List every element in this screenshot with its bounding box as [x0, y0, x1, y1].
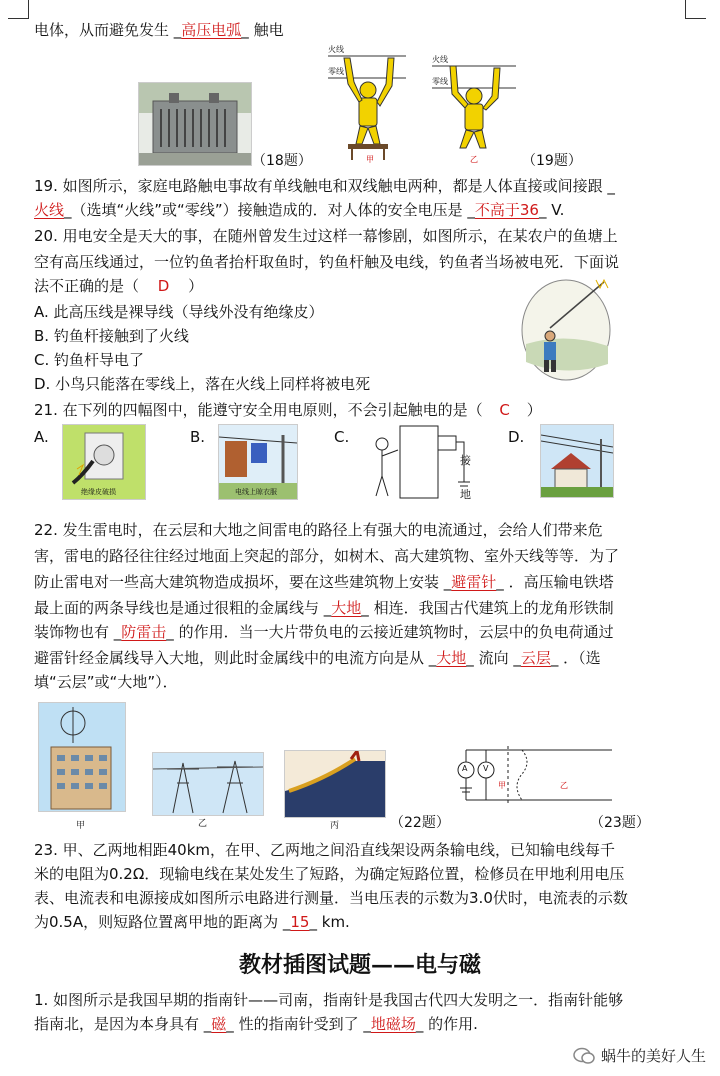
option-label: C.	[334, 428, 350, 446]
answer: 火线	[34, 201, 65, 219]
option-label: B.	[190, 428, 206, 446]
text: 19. 如图所示，家庭电路触电事故有单线触电和双线触电两种，都是人体直接或间接跟 _	[34, 177, 615, 195]
text: _ 流向 _	[466, 649, 521, 667]
image-caption: 电线上晾衣服	[235, 488, 277, 496]
text-line	[34, 400, 702, 420]
electrocution-figure-jia	[326, 44, 406, 162]
label: 甲	[366, 155, 374, 164]
text: ）	[526, 401, 542, 419]
figure-caption: （19题）	[522, 153, 582, 169]
label: 接	[460, 454, 471, 467]
option-c: C. 钓鱼杆导电了	[34, 351, 145, 369]
house-icon	[541, 425, 613, 497]
circuit-diagram	[456, 740, 612, 810]
watermark	[573, 1045, 706, 1066]
text: _（选填“火线”或“零线”）接触造成的．对人体的安全电压是 _	[64, 201, 475, 219]
fisherman-illustration	[520, 274, 612, 382]
answer: 大地	[436, 649, 467, 667]
option-label: D.	[508, 428, 525, 446]
text: _ 触电	[241, 21, 284, 39]
figure-caption: （23题）	[590, 815, 650, 831]
power-tower-icon	[153, 753, 263, 815]
transformer-icon	[139, 83, 251, 165]
answer: 磁	[211, 1015, 227, 1033]
answer: 15	[290, 913, 310, 931]
image-caption: 绝缘皮破损	[81, 488, 116, 496]
option-d: D. 小鸟只能落在零线上，落在火线上同样将被电死	[34, 375, 371, 393]
answer: D	[157, 277, 170, 295]
section-heading: 教材插图试题——电与磁	[238, 952, 481, 978]
text-line	[34, 572, 702, 592]
building-lightning-rod-image	[38, 702, 126, 812]
text-line: 22. 发生雷电时，在云层和大地之间雷电的路径上有强大的电流通过，会给人们带来危	[34, 521, 603, 539]
label: 甲	[498, 781, 506, 790]
answer: 避雷针	[451, 573, 497, 591]
ammeter-label: A	[462, 764, 468, 773]
ancient-roof-image	[284, 750, 386, 818]
text: 电体，从而避免发生 _	[34, 21, 182, 39]
dragon-roof-icon	[285, 751, 385, 817]
answer: C	[499, 401, 510, 419]
text-line: 米的电阻为0.2Ω．现输电线在某处发生了短路，为确定短路位置，检修员在甲地利用电压	[34, 865, 625, 883]
text: _ km.	[309, 913, 350, 931]
corner-mark-right	[685, 0, 706, 19]
transformer-image	[138, 82, 252, 166]
text-line	[34, 176, 702, 196]
label: 火线	[432, 55, 448, 64]
figure-caption: （18题）	[252, 153, 312, 169]
house-powerline-image	[540, 424, 614, 498]
text: _ ．高压输电铁塔	[496, 573, 614, 591]
text-line: 20. 用电安全是天大的事，在随州曾发生过这样一幕惨剧，如图所示，在某农户的鱼塘上	[34, 227, 618, 245]
text-line	[34, 912, 702, 932]
text: 避雷针经金属线导入大地，则此时金属线中的电流方向是从 _	[34, 649, 437, 667]
socket-image	[62, 424, 146, 500]
label: 乙	[470, 155, 478, 164]
text-line: 表、电流表和电源接成如图所示电路进行测量．当电压表的示数为3.0伏时，电流表的示数	[34, 889, 628, 907]
corner-mark-left	[8, 0, 29, 19]
text-line	[34, 20, 702, 40]
text: _ 相连．我国古代建筑上的龙角形铁制	[361, 599, 614, 617]
label: 甲	[76, 821, 86, 831]
grounded-appliance-image	[364, 422, 474, 502]
text: _ V.	[538, 201, 565, 219]
text: 防止雷电对一些高大建筑物造成损坏，要在这些建筑物上安装 _	[34, 573, 452, 591]
text: _ 的作用.	[415, 1015, 478, 1033]
answer: 高压电弧	[181, 21, 242, 39]
person-touching-wire-icon	[326, 44, 406, 162]
text-line	[34, 648, 702, 668]
text-line	[34, 598, 702, 618]
watermark-text: 蜗牛的美好人生	[600, 1047, 706, 1065]
power-tower-image	[152, 752, 264, 816]
text: 21. 在下列的四幅图中，能遵守安全用电原则，不会引起触电的是（	[34, 401, 483, 419]
answer: 云层	[520, 649, 551, 667]
text: 为0.5A，则短路位置离甲地的距离为 _	[34, 913, 291, 931]
answer: 大地	[331, 599, 362, 617]
text-line	[34, 200, 702, 220]
wechat-icon	[573, 1047, 595, 1065]
electrocution-figure-yi	[430, 44, 516, 162]
label: 乙	[198, 819, 208, 829]
text-line: 空有高压线通过，一位钓鱼者抬杆取鱼时，钓鱼杆触及电线，钓鱼者当场被电死．下面说	[34, 253, 620, 271]
fisherman-icon	[520, 274, 612, 382]
text-line: 23. 甲、乙两地相距40km，在甲、乙两地之间沿直线架设两条输电线，已知输电线每千	[34, 841, 616, 859]
text-line	[34, 1014, 702, 1034]
text: _ 性的指南针受到了 _	[226, 1015, 371, 1033]
text: _ ．（选	[550, 649, 601, 667]
building-icon	[39, 703, 125, 811]
text-line: 1. 如图所示是我国早期的指南针——司南，指南针是我国古代四大发明之一．指南针能够	[34, 991, 624, 1009]
option-b: B. 钓鱼杆接触到了火线	[34, 327, 189, 345]
answer: 不高于36	[474, 201, 539, 219]
text: _ 的作用．当一大片带负电的云接近建筑物时，云层中的负电荷通过	[166, 623, 614, 641]
text: 法不正确的是（	[34, 277, 140, 295]
text: 最上面的两条导线也是通过很粗的金属线与 _	[34, 599, 332, 617]
label: 火线	[328, 45, 344, 54]
answer: 防雷击	[121, 623, 167, 641]
voltmeter-label: V	[483, 764, 489, 773]
text: ）	[188, 277, 204, 295]
text-line: 害，雷电的路径往往经过地面上突起的部分，如树木、高大建筑物、室外天线等等．为了	[34, 547, 620, 565]
grounding-diagram-icon	[364, 422, 474, 502]
option-a: A. 此高压线是裸导线（导线外没有绝缘皮）	[34, 303, 324, 321]
text-line	[34, 622, 702, 642]
label: 乙	[560, 781, 568, 790]
text: 装饰物也有 _	[34, 623, 122, 641]
label: 地	[460, 488, 471, 501]
label: 零线	[432, 77, 448, 86]
text: 指南北，是因为本身具有 _	[34, 1015, 212, 1033]
laundry-on-wire-image	[218, 424, 298, 500]
option-label: A.	[34, 428, 49, 446]
figure-caption: （22题）	[390, 815, 450, 831]
answer: 地磁场	[370, 1015, 416, 1033]
label: 零线	[328, 67, 344, 76]
text-line: 填“云层”或“大地”）．	[34, 673, 178, 691]
short-circuit-diagram-icon	[456, 740, 612, 810]
label: 丙	[330, 821, 340, 831]
